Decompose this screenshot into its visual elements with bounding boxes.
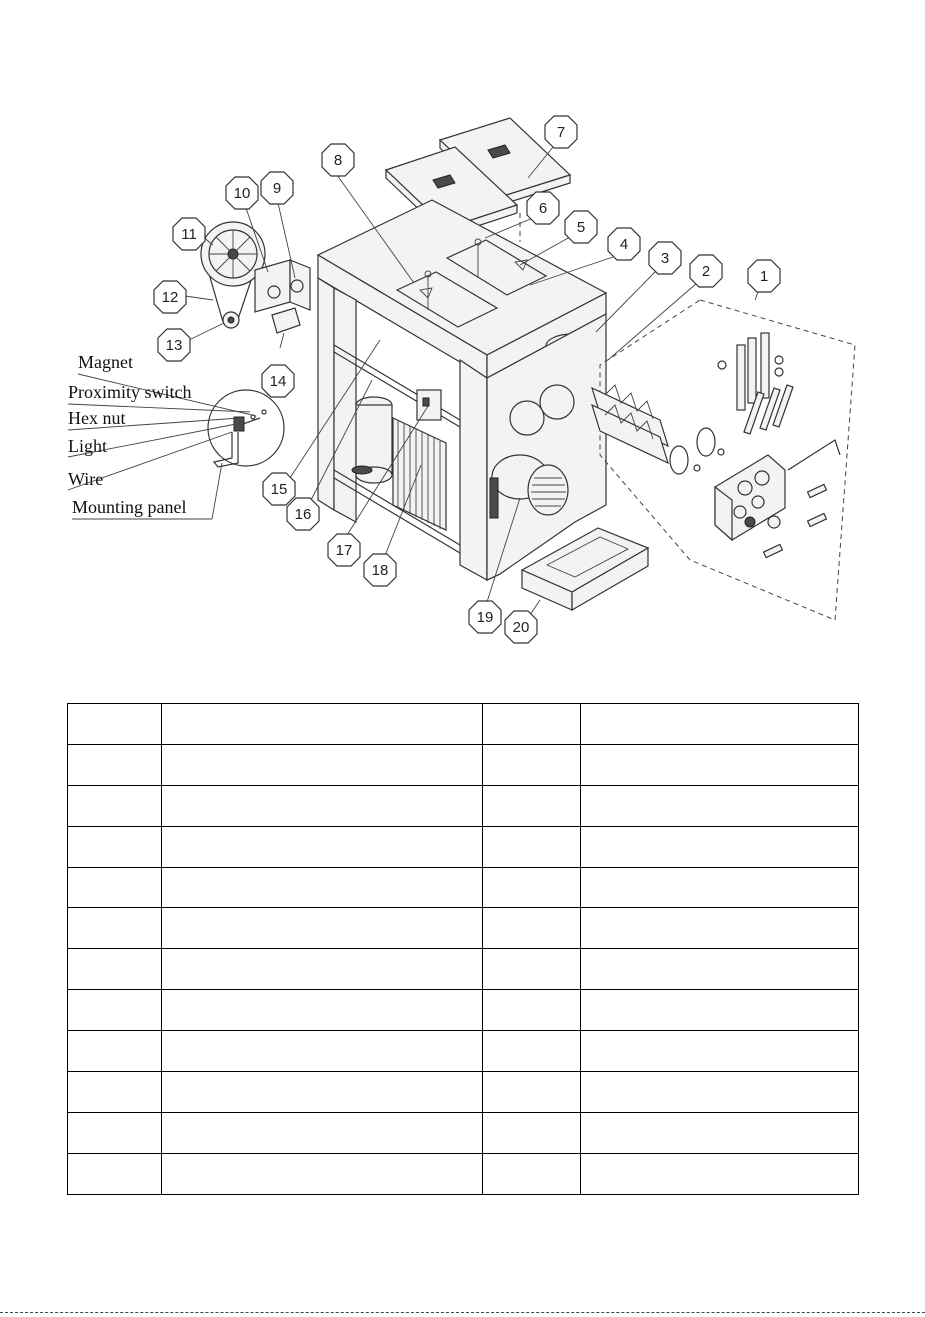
svg-text:4: 4: [619, 236, 629, 253]
table-cell: [581, 867, 859, 908]
table-cell: [162, 867, 483, 908]
table-cell: [581, 1153, 859, 1194]
callout-12: [154, 281, 186, 313]
label-magnet: Magnet: [78, 352, 133, 372]
table-cell: [162, 949, 483, 990]
table-row: [68, 867, 859, 908]
svg-text:9: 9: [272, 180, 282, 197]
label-light: Light: [68, 436, 107, 456]
table-cell: [162, 908, 483, 949]
table-cell: [68, 908, 162, 949]
table-cell: [68, 1112, 162, 1153]
machine-cabinet: [318, 200, 606, 580]
table-cell: [68, 1153, 162, 1194]
callout-13: [158, 329, 190, 361]
callout-10: [226, 177, 258, 209]
table-cell: [162, 744, 483, 785]
table-row: [68, 1072, 859, 1113]
callout-4: [608, 228, 640, 260]
table-cell: [68, 785, 162, 826]
table-cell: [162, 1153, 483, 1194]
table-cell: [581, 744, 859, 785]
table-row: [68, 785, 859, 826]
table-cell: [68, 990, 162, 1031]
svg-text:2: 2: [701, 263, 711, 280]
table-cell: [68, 867, 162, 908]
svg-text:17: 17: [335, 542, 353, 559]
callout-7: [545, 116, 577, 148]
table-row: [68, 1031, 859, 1072]
table-cell: [581, 704, 859, 745]
svg-text:15: 15: [270, 481, 288, 498]
table-cell: [162, 704, 483, 745]
callout-5: [565, 211, 597, 243]
table-cell: [483, 949, 581, 990]
callout-14: [262, 365, 294, 397]
label-proximity-switch: Proximity switch: [68, 382, 192, 402]
table-cell: [581, 826, 859, 867]
table-row: [68, 1153, 859, 1194]
table-cell: [162, 990, 483, 1031]
table-cell: [581, 1072, 859, 1113]
table-cell: [68, 704, 162, 745]
svg-text:14: 14: [269, 373, 287, 390]
table-cell: [483, 1031, 581, 1072]
callout-17: [328, 534, 360, 566]
table-cell: [162, 785, 483, 826]
table-cell: [162, 1112, 483, 1153]
callout-8: [322, 144, 354, 176]
svg-text:18: 18: [371, 562, 389, 579]
table-cell: [162, 1072, 483, 1113]
table-cell: [483, 826, 581, 867]
table-cell: [68, 1031, 162, 1072]
table-cell: [68, 1072, 162, 1113]
svg-text:13: 13: [165, 337, 183, 354]
svg-text:1: 1: [759, 268, 769, 285]
svg-text:3: 3: [660, 250, 670, 267]
table-row: [68, 826, 859, 867]
table-cell: [581, 990, 859, 1031]
table-cell: [162, 826, 483, 867]
table-cell: [483, 1112, 581, 1153]
svg-text:16: 16: [294, 506, 312, 523]
svg-text:20: 20: [512, 619, 530, 636]
callout-11: [173, 218, 205, 250]
table-cell: [162, 1031, 483, 1072]
table-row: [68, 908, 859, 949]
callout-6: [527, 192, 559, 224]
parts-table: [67, 703, 859, 1195]
table-cell: [483, 1072, 581, 1113]
callout-9: [261, 172, 293, 204]
callout-16: [287, 498, 319, 530]
svg-text:19: 19: [476, 609, 494, 626]
label-mounting-panel: Mounting panel: [72, 497, 187, 517]
table-cell: [68, 826, 162, 867]
table-row: [68, 990, 859, 1031]
callout-20: [505, 611, 537, 643]
parts-table-body: [68, 704, 859, 1195]
table-cell: [483, 785, 581, 826]
table-cell: [581, 1031, 859, 1072]
table-cell: [581, 785, 859, 826]
callout-19: [469, 601, 501, 633]
svg-text:6: 6: [538, 200, 548, 217]
callout-18: [364, 554, 396, 586]
table-cell: [68, 949, 162, 990]
callout-1: [748, 260, 780, 292]
svg-text:7: 7: [556, 124, 566, 141]
svg-text:10: 10: [233, 185, 251, 202]
table-cell: [581, 908, 859, 949]
table-cell: [581, 1112, 859, 1153]
gearbox: [255, 260, 310, 348]
callout-2: [690, 255, 722, 287]
table-row: [68, 744, 859, 785]
detail-labels: [68, 352, 256, 519]
table-cell: [483, 908, 581, 949]
svg-text:11: 11: [181, 226, 197, 243]
table-cell: [483, 867, 581, 908]
table-cell: [68, 744, 162, 785]
table-row: [68, 1112, 859, 1153]
label-wire: Wire: [68, 469, 104, 489]
label-hex-nut: Hex nut: [68, 408, 126, 428]
svg-text:5: 5: [576, 219, 586, 236]
svg-text:12: 12: [161, 289, 179, 306]
table-cell: [581, 949, 859, 990]
callout-15: [263, 473, 295, 505]
table-cell: [483, 704, 581, 745]
callout-3: [649, 242, 681, 274]
table-cell: [483, 744, 581, 785]
table-cell: [483, 1153, 581, 1194]
footer-divider: [0, 1312, 925, 1313]
table-row: [68, 949, 859, 990]
svg-text:8: 8: [333, 152, 343, 169]
table-cell: [483, 990, 581, 1031]
table-row: [68, 704, 859, 745]
